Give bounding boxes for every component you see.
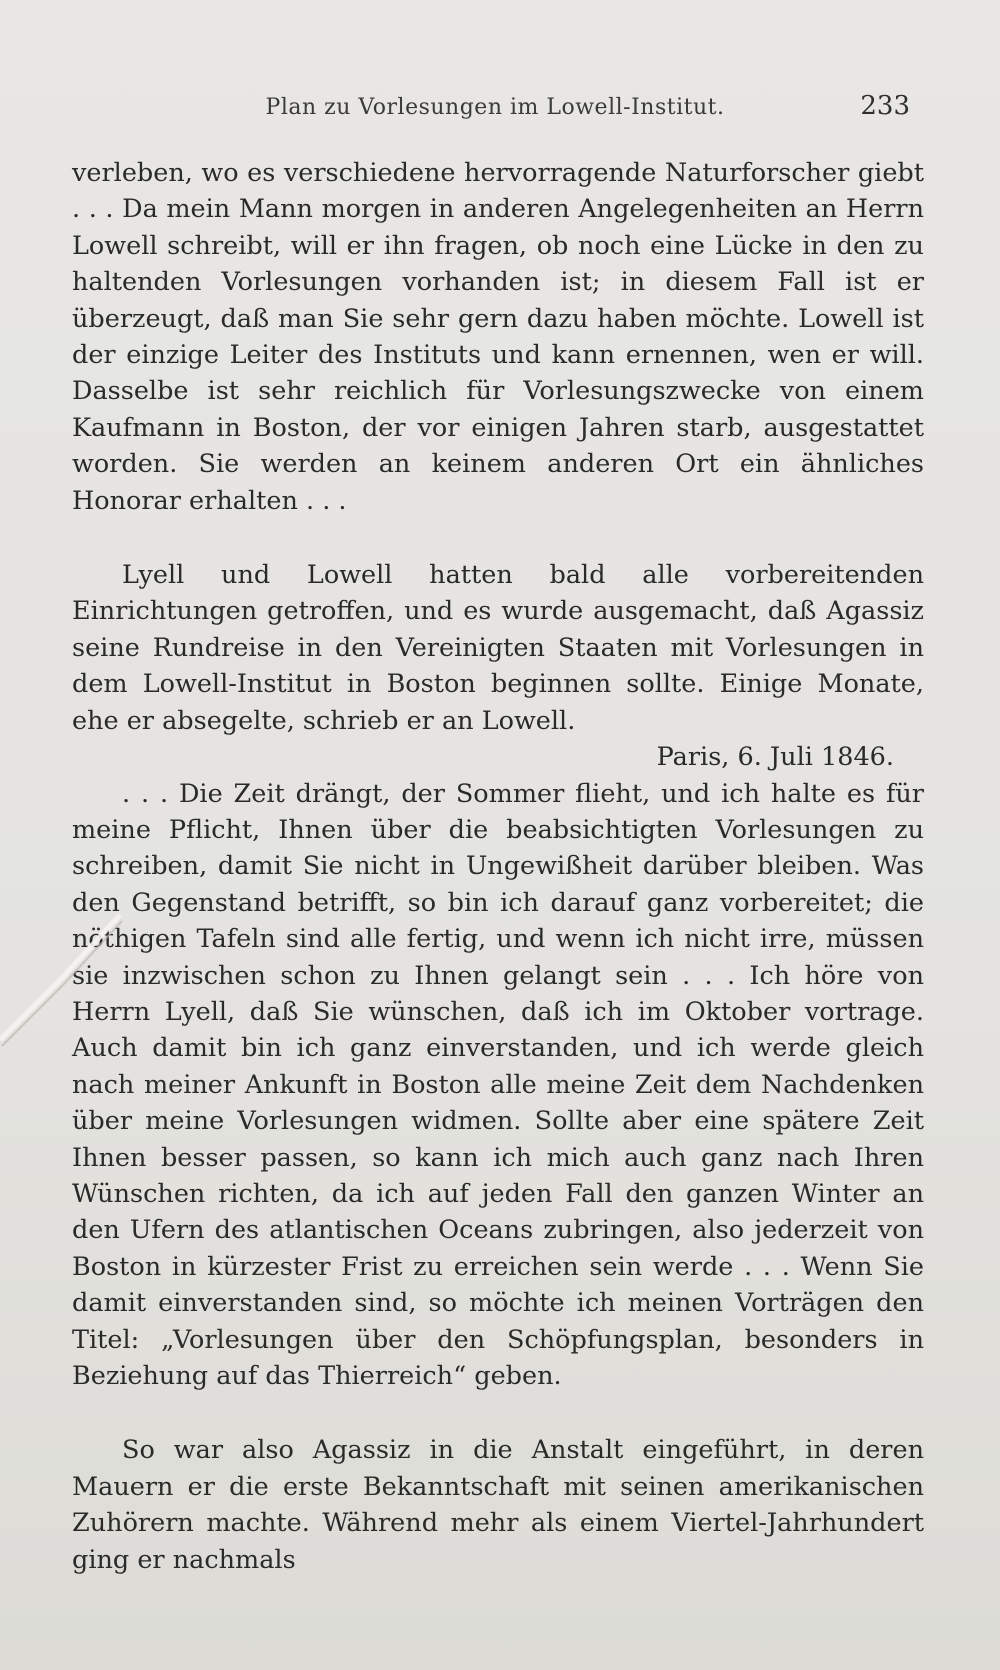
paragraph-letter-continuation: verleben, wo es verschiedene hervorragende Naturforscher giebt . . . Da mein Mann morgen in anderen Angelegenheiten an Herrn Lowell schreibt, will er ihn fragen, ob noch eine Lücke in den zu haltenden Vorlesungen vorhanden ist; in diesem Fall ist er überzeugt, daß man Sie sehr gern dazu haben möchte. Lowell ist der einzige Leiter des Instituts und kann ernennen, wen er will. Dasselbe ist sehr reichlich für Vorlesungszwecke von einem Kaufmann in Boston, der vor einigen Jahren starb, ausgestattet worden. Sie werden an keinem anderen Ort ein ähnliches Honorar erhalten . . . [72, 158, 924, 516]
running-title: Plan zu Vorlesungen im Lowell-Institut. [265, 95, 725, 120]
paragraph-narrative: Lyell und Lowell hatten bald alle vorbereitenden Einrichtungen getroffen, und es wurde ausgemacht, daß Agassiz seine Rundreise in den Vereinigten Staaten mit Vorlesungen in dem Lowell-Institut in Boston beginnen sollte. Einige Monate, ehe er absegelte, schrieb er an Lowell. [72, 560, 924, 736]
body-text [72, 155, 924, 1578]
paragraph-letter: . . . Die Zeit drängt, der Sommer flieht, und ich halte es für meine Pflicht, Ihnen über die beabsichtigten Vorlesungen zu schreiben, damit Sie nicht in Ungewißheit darüber bleiben. Was den Gegenstand betrifft, so bin ich darauf ganz vorbereitet; die nöthigen Tafeln sind alle fertig, und wenn ich nicht irre, müssen sie inzwischen schon zu Ihnen gelangt sein . . . Ich höre von Herrn Lyell, daß Sie wünschen, daß ich im Oktober vortrage. Auch damit bin ich ganz einverstanden, und ich werde gleich nach meiner Ankunft in Boston alle meine Zeit dem Nachdenken über meine Vorlesungen widmen. Sollte aber eine spätere Zeit Ihnen besser passen, so kann ich mich auch ganz nach Ihren Wünschen richten, da ich auf jeden Fall den ganzen Winter an den Ufern des atlantischen Oceans zubringen, also jederzeit von Boston in kürzester Frist zu erreichen sein werde . . . Wenn Sie damit einverstanden sind, so möchte ich meinen Vorträgen den Titel: „Vorlesungen über den Schöpfungsplan, besonders in Beziehung auf das Thierreich“ geben. [72, 778, 924, 1391]
paragraph-narrative-2: So war also Agassiz in die Anstalt eingeführt, in deren Mauern er die erste Bekanntschaft mit seinen amerikanischen Zuhörern machte. Während mehr als einem Viertel-Jahrhundert ging er nachmals [72, 1435, 924, 1575]
page-number: 233 [860, 91, 910, 121]
letter-dateline: Paris, 6. Juli 1846. [656, 742, 894, 773]
page-header [70, 91, 920, 135]
